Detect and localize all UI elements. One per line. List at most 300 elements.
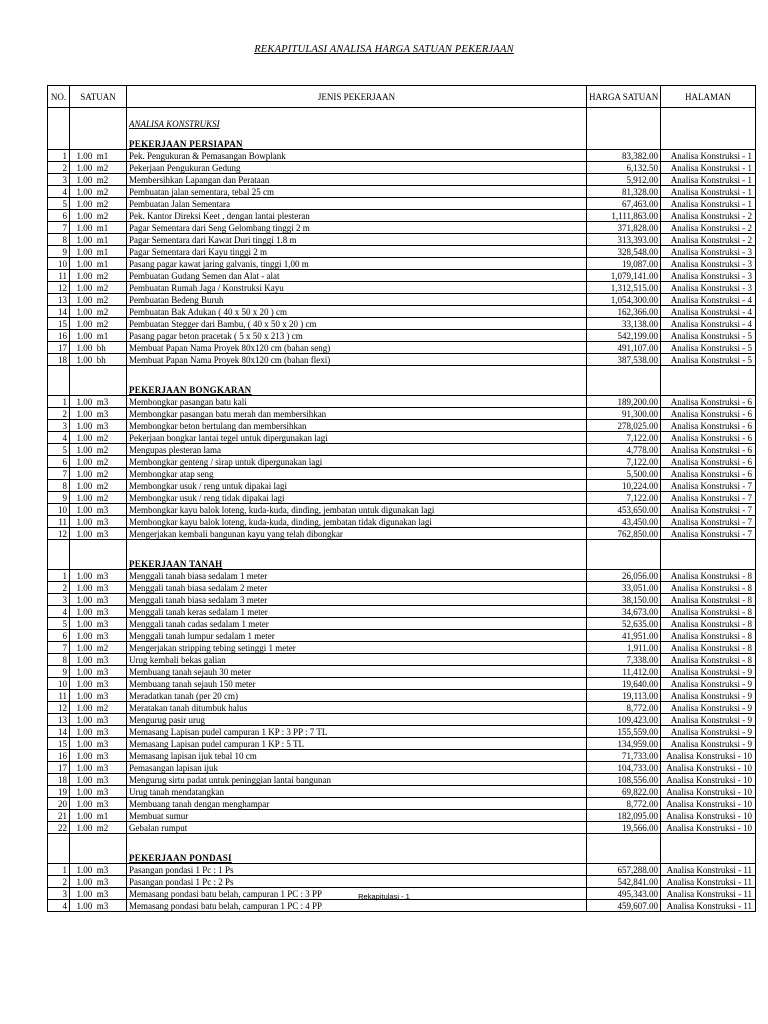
item-quantity: 1.00 (76, 234, 93, 245)
item-number: 4 (48, 432, 70, 444)
item-unit: m2 (96, 432, 109, 443)
recap-table (47, 85, 756, 912)
item-quantity: 1.00 (76, 258, 93, 269)
spacer-row (48, 108, 756, 120)
item-satuan (70, 408, 127, 420)
item-description: Menggali tanah keras sedalam 1 meter (127, 606, 587, 618)
item-satuan (70, 270, 127, 282)
section-title: PEKERJAAN PONDASI (129, 853, 232, 863)
item-number: 18 (48, 354, 70, 366)
table-row (48, 690, 756, 702)
item-page-ref: Analisa Konstruksi - 8 (661, 630, 756, 642)
blank-cell (70, 540, 127, 560)
blank-cell (587, 853, 661, 864)
blank-cell (661, 119, 756, 129)
item-quantity: 1.00 (76, 294, 93, 305)
blank-cell (70, 129, 127, 139)
subheading-row (48, 119, 756, 129)
item-description: Pekerjaan bongkar lantai tegel untuk dipergunakan lagi (127, 432, 587, 444)
item-description: Membongkar pasangan batu merah dan membersihkan (127, 408, 587, 420)
item-unit: m3 (96, 594, 109, 605)
section-cell (127, 385, 587, 396)
item-unit: m1 (96, 330, 109, 341)
item-quantity: 1.00 (76, 444, 93, 455)
item-quantity: 1.00 (76, 174, 93, 185)
item-page-ref: Analisa Konstruksi - 10 (661, 762, 756, 774)
item-price: 83,382.00 (587, 150, 661, 162)
item-page-ref: Analisa Konstruksi - 1 (661, 162, 756, 174)
blank-cell (48, 139, 70, 150)
item-number: 8 (48, 480, 70, 492)
item-unit: m2 (96, 282, 109, 293)
item-number: 10 (48, 258, 70, 270)
item-quantity: 1.00 (76, 678, 93, 689)
item-quantity: 1.00 (76, 690, 93, 701)
item-price: 762,850.00 (587, 528, 661, 540)
item-satuan (70, 618, 127, 630)
item-page-ref: Analisa Konstruksi - 6 (661, 456, 756, 468)
item-description: Pasangan pondasi 1 Pc : 1 Ps (127, 864, 587, 876)
item-price: 8,772.00 (587, 702, 661, 714)
blank-cell (48, 540, 70, 560)
item-number: 6 (48, 456, 70, 468)
item-unit: m3 (96, 666, 109, 677)
item-description: Mengerjakan stripping tebing setinggi 1 meter (127, 642, 587, 654)
blank-cell (661, 108, 756, 120)
item-satuan (70, 798, 127, 810)
item-price: 5,500.00 (587, 468, 661, 480)
item-page-ref: Analisa Konstruksi - 4 (661, 306, 756, 318)
item-number: 8 (48, 654, 70, 666)
table-row (48, 876, 756, 888)
item-page-ref: Analisa Konstruksi - 9 (661, 726, 756, 738)
item-satuan (70, 726, 127, 738)
item-satuan (70, 162, 127, 174)
item-satuan (70, 186, 127, 198)
item-number: 1 (48, 396, 70, 408)
item-unit: m3 (96, 408, 109, 419)
item-number: 16 (48, 750, 70, 762)
section-cell (127, 853, 587, 864)
section-row (48, 385, 756, 396)
item-description: Pembuatan Jalan Sementara (127, 198, 587, 210)
item-satuan (70, 468, 127, 480)
item-description: Membongkar genteng / sirap untuk dipergunakan lagi (127, 456, 587, 468)
item-price: 7,338.00 (587, 654, 661, 666)
blank-cell (661, 129, 756, 139)
item-description: Pek. Kantor Direksi Keet , dengan lantai plesteran (127, 210, 587, 222)
header-halaman: HALAMAN (661, 86, 756, 108)
item-page-ref: Analisa Konstruksi - 3 (661, 270, 756, 282)
item-unit: m3 (96, 750, 109, 761)
table-row (48, 246, 756, 258)
table-row (48, 354, 756, 366)
item-price: 542,841.00 (587, 876, 661, 888)
item-page-ref: Analisa Konstruksi - 7 (661, 480, 756, 492)
item-price: 134,959.00 (587, 738, 661, 750)
blank-cell (661, 366, 756, 386)
item-page-ref: Analisa Konstruksi - 11 (661, 864, 756, 876)
item-satuan (70, 900, 127, 912)
item-quantity: 1.00 (76, 786, 93, 797)
item-number: 1 (48, 150, 70, 162)
item-description: Membersihkan Lapangan dan Perataan (127, 174, 587, 186)
blank-cell (127, 366, 587, 386)
item-description: Memasang lapisan ijuk tebal 10 cm (127, 750, 587, 762)
item-satuan (70, 354, 127, 366)
item-number: 1 (48, 864, 70, 876)
item-satuan (70, 504, 127, 516)
item-price: 52,635.00 (587, 618, 661, 630)
item-description: Membuat sumur (127, 810, 587, 822)
item-quantity: 1.00 (76, 738, 93, 749)
item-satuan (70, 864, 127, 876)
item-quantity: 1.00 (76, 408, 93, 419)
section-row (48, 559, 756, 570)
item-price: 1,079,141.00 (587, 270, 661, 282)
item-number: 9 (48, 246, 70, 258)
item-description: Mengupas plesteran lama (127, 444, 587, 456)
item-page-ref: Analisa Konstruksi - 1 (661, 174, 756, 186)
item-unit: m3 (96, 888, 109, 899)
item-number: 17 (48, 342, 70, 354)
item-unit: m3 (96, 774, 109, 785)
item-unit: m3 (96, 570, 109, 581)
item-price: 91,300.00 (587, 408, 661, 420)
blank-cell (70, 366, 127, 386)
item-description: Memasang Lapisan pudel campuran 1 KP : 3 PP : 7 TL (127, 726, 587, 738)
item-quantity: 1.00 (76, 480, 93, 491)
item-unit: m3 (96, 798, 109, 809)
item-satuan (70, 480, 127, 492)
spacer-row (48, 834, 756, 854)
item-number: 11 (48, 270, 70, 282)
item-number: 14 (48, 726, 70, 738)
item-unit: m2 (96, 210, 109, 221)
item-description: Meradatkan tanah (per 20 cm) (127, 690, 587, 702)
item-price: 19,113.00 (587, 690, 661, 702)
item-quantity: 1.00 (76, 618, 93, 629)
table-row (48, 762, 756, 774)
item-quantity: 1.00 (76, 810, 93, 821)
item-price: 7,122.00 (587, 492, 661, 504)
item-quantity: 1.00 (76, 762, 93, 773)
item-price: 387,538.00 (587, 354, 661, 366)
item-price: 41,951.00 (587, 630, 661, 642)
item-satuan (70, 342, 127, 354)
item-price: 69,822.00 (587, 786, 661, 798)
item-price: 108,556.00 (587, 774, 661, 786)
item-price: 19,640.00 (587, 678, 661, 690)
item-description: Membongkar beton bertulang dan membersihkan (127, 420, 587, 432)
item-page-ref: Analisa Konstruksi - 10 (661, 750, 756, 762)
item-price: 189,200.00 (587, 396, 661, 408)
blank-cell (587, 108, 661, 120)
blank-cell (661, 853, 756, 864)
item-page-ref: Analisa Konstruksi - 11 (661, 888, 756, 900)
table-row (48, 432, 756, 444)
item-price: 491,107.00 (587, 342, 661, 354)
item-quantity: 1.00 (76, 270, 93, 281)
item-price: 6,132.50 (587, 162, 661, 174)
table-row (48, 750, 756, 762)
item-quantity: 1.00 (76, 396, 93, 407)
blank-cell (70, 108, 127, 120)
item-number: 5 (48, 618, 70, 630)
item-description: Mengurug sirtu padat untuk peninggian lantai bangunan (127, 774, 587, 786)
item-price: 109,423.00 (587, 714, 661, 726)
table-row (48, 810, 756, 822)
table-row (48, 342, 756, 354)
item-description: Memasang pondasi batu belah, campuran 1 PC : 4 PP (127, 900, 587, 912)
item-quantity: 1.00 (76, 456, 93, 467)
item-page-ref: Analisa Konstruksi - 6 (661, 420, 756, 432)
item-satuan (70, 714, 127, 726)
item-satuan (70, 786, 127, 798)
item-number: 18 (48, 774, 70, 786)
item-number: 15 (48, 318, 70, 330)
item-description: Mengerjakan kembali bangunan kayu yang telah dibongkar (127, 528, 587, 540)
item-unit: m3 (96, 516, 109, 527)
table-row (48, 678, 756, 690)
item-quantity: 1.00 (76, 570, 93, 581)
blank-cell (587, 119, 661, 129)
item-quantity: 1.00 (76, 666, 93, 677)
section-title: PEKERJAAN TANAH (129, 559, 223, 569)
item-description: Pasang pagar beton pracetak ( 5 x 50 x 213 ) cm (127, 330, 587, 342)
item-page-ref: Analisa Konstruksi - 3 (661, 258, 756, 270)
table-row (48, 318, 756, 330)
item-description: Menggali tanah biasa sedalam 2 meter (127, 582, 587, 594)
item-satuan (70, 594, 127, 606)
item-number: 9 (48, 492, 70, 504)
item-description: Membongkar pasangan batu kali (127, 396, 587, 408)
table-row (48, 582, 756, 594)
item-price: 1,911.00 (587, 642, 661, 654)
item-description: Meratakan tanah ditumbuk halus (127, 702, 587, 714)
item-quantity: 1.00 (76, 726, 93, 737)
table-row (48, 234, 756, 246)
table-row (48, 468, 756, 480)
item-number: 22 (48, 822, 70, 834)
item-satuan (70, 492, 127, 504)
item-page-ref: Analisa Konstruksi - 8 (661, 642, 756, 654)
table-row (48, 456, 756, 468)
blank-cell (127, 540, 587, 560)
item-quantity: 1.00 (76, 864, 93, 875)
item-number: 12 (48, 528, 70, 540)
blank-cell (587, 834, 661, 854)
item-satuan (70, 690, 127, 702)
item-unit: m2 (96, 468, 109, 479)
item-page-ref: Analisa Konstruksi - 10 (661, 774, 756, 786)
item-description: Pekerjaan Pengukuran Gedung (127, 162, 587, 174)
item-satuan (70, 582, 127, 594)
item-number: 1 (48, 570, 70, 582)
blank-cell (48, 853, 70, 864)
table-row (48, 822, 756, 834)
section-cell (127, 559, 587, 570)
item-price: 81,328.00 (587, 186, 661, 198)
item-number: 11 (48, 690, 70, 702)
item-unit: m1 (96, 810, 109, 821)
item-price: 278,025.00 (587, 420, 661, 432)
item-description: Pembuatan Rumah Jaga / Konstruksi Kayu (127, 282, 587, 294)
item-price: 182,095.00 (587, 810, 661, 822)
section-row (48, 139, 756, 150)
blank-cell (661, 139, 756, 150)
item-unit: m3 (96, 762, 109, 773)
item-price: 33,138.00 (587, 318, 661, 330)
item-number: 4 (48, 606, 70, 618)
table-header-row (48, 86, 756, 108)
table-row (48, 504, 756, 516)
item-page-ref: Analisa Konstruksi - 6 (661, 408, 756, 420)
item-satuan (70, 702, 127, 714)
item-page-ref: Analisa Konstruksi - 9 (661, 738, 756, 750)
blank-cell (48, 366, 70, 386)
blank-cell (70, 559, 127, 570)
item-satuan (70, 678, 127, 690)
table-row (48, 162, 756, 174)
item-page-ref: Analisa Konstruksi - 9 (661, 678, 756, 690)
item-satuan (70, 318, 127, 330)
item-number: 3 (48, 594, 70, 606)
table-row (48, 528, 756, 540)
item-page-ref: Analisa Konstruksi - 1 (661, 198, 756, 210)
blank-cell (587, 559, 661, 570)
item-number: 12 (48, 282, 70, 294)
table-row (48, 738, 756, 750)
item-description: Pasang pagar kawat jaring galvanis, tinggi 1,00 m (127, 258, 587, 270)
item-satuan (70, 444, 127, 456)
item-quantity: 1.00 (76, 354, 93, 365)
table-body (48, 108, 756, 912)
item-satuan (70, 174, 127, 186)
item-quantity: 1.00 (76, 582, 93, 593)
item-quantity: 1.00 (76, 606, 93, 617)
item-unit: m1 (96, 150, 109, 161)
item-price: 26,056.00 (587, 570, 661, 582)
table-row (48, 222, 756, 234)
blank-cell (127, 129, 587, 139)
item-satuan (70, 606, 127, 618)
item-number: 6 (48, 630, 70, 642)
table-row (48, 330, 756, 342)
blank-cell (48, 834, 70, 854)
item-unit: m2 (96, 198, 109, 209)
table-row (48, 150, 756, 162)
blank-cell (127, 834, 587, 854)
header-no: NO. (48, 86, 70, 108)
item-unit: bh (96, 354, 106, 365)
table-row (48, 714, 756, 726)
item-description: Memasang Lapisan pudel campuran 1 KP : 5 TL (127, 738, 587, 750)
table-row (48, 864, 756, 876)
item-satuan (70, 822, 127, 834)
table-row (48, 210, 756, 222)
item-quantity: 1.00 (76, 468, 93, 479)
item-page-ref: Analisa Konstruksi - 7 (661, 516, 756, 528)
item-number: 6 (48, 210, 70, 222)
item-price: 7,122.00 (587, 456, 661, 468)
item-number: 13 (48, 294, 70, 306)
table-row (48, 282, 756, 294)
blank-cell (48, 559, 70, 570)
table-row (48, 654, 756, 666)
item-number: 9 (48, 666, 70, 678)
item-description: Membuang tanah sejauh 150 meter (127, 678, 587, 690)
item-unit: m3 (96, 606, 109, 617)
blank-cell (48, 108, 70, 120)
item-satuan (70, 654, 127, 666)
blank-cell (661, 385, 756, 396)
header-harga-satuan: HARGA SATUAN (587, 86, 661, 108)
table-row (48, 570, 756, 582)
item-price: 371,828.00 (587, 222, 661, 234)
item-description: Gebalan rumput (127, 822, 587, 834)
item-quantity: 1.00 (76, 186, 93, 197)
item-page-ref: Analisa Konstruksi - 1 (661, 186, 756, 198)
item-number: 5 (48, 444, 70, 456)
item-page-ref: Analisa Konstruksi - 8 (661, 570, 756, 582)
table-row (48, 270, 756, 282)
item-page-ref: Analisa Konstruksi - 5 (661, 354, 756, 366)
item-satuan (70, 396, 127, 408)
item-number: 14 (48, 306, 70, 318)
item-description: Menggali tanah biasa sedalam 3 meter (127, 594, 587, 606)
item-number: 16 (48, 330, 70, 342)
item-price: 162,366.00 (587, 306, 661, 318)
item-price: 10,224.00 (587, 480, 661, 492)
item-page-ref: Analisa Konstruksi - 10 (661, 786, 756, 798)
item-page-ref: Analisa Konstruksi - 2 (661, 222, 756, 234)
item-price: 1,111,863.00 (587, 210, 661, 222)
item-description: Membuat Papan Nama Proyek 80x120 cm (bahan seng) (127, 342, 587, 354)
item-quantity: 1.00 (76, 318, 93, 329)
item-number: 17 (48, 762, 70, 774)
item-number: 7 (48, 642, 70, 654)
blank-cell (70, 853, 127, 864)
table-row (48, 774, 756, 786)
item-satuan (70, 258, 127, 270)
item-quantity: 1.00 (76, 888, 93, 899)
item-page-ref: Analisa Konstruksi - 8 (661, 654, 756, 666)
item-unit: m3 (96, 654, 109, 665)
item-description: Membongkar kayu balok loteng, kuda-kuda, dinding, jembatan tidak digunakan lagi (127, 516, 587, 528)
item-satuan (70, 876, 127, 888)
blank-cell (127, 108, 587, 120)
item-description: Pembuatan Bak Adukan ( 40 x 50 x 20 ) cm (127, 306, 587, 318)
item-description: Pagar Sementara dari Kawat Duri tinggi 1.8 m (127, 234, 587, 246)
item-price: 19,566.00 (587, 822, 661, 834)
table-row (48, 444, 756, 456)
item-page-ref: Analisa Konstruksi - 6 (661, 444, 756, 456)
item-quantity: 1.00 (76, 702, 93, 713)
item-description: Menggali tanah lumpur sedalam 1 meter (127, 630, 587, 642)
blank-cell (48, 119, 70, 129)
subheading-cell (127, 119, 587, 129)
item-satuan (70, 420, 127, 432)
item-satuan (70, 774, 127, 786)
item-unit: m3 (96, 726, 109, 737)
blank-cell (587, 540, 661, 560)
item-number: 5 (48, 198, 70, 210)
table-row (48, 516, 756, 528)
item-page-ref: Analisa Konstruksi - 4 (661, 294, 756, 306)
item-satuan (70, 810, 127, 822)
item-number: 12 (48, 702, 70, 714)
